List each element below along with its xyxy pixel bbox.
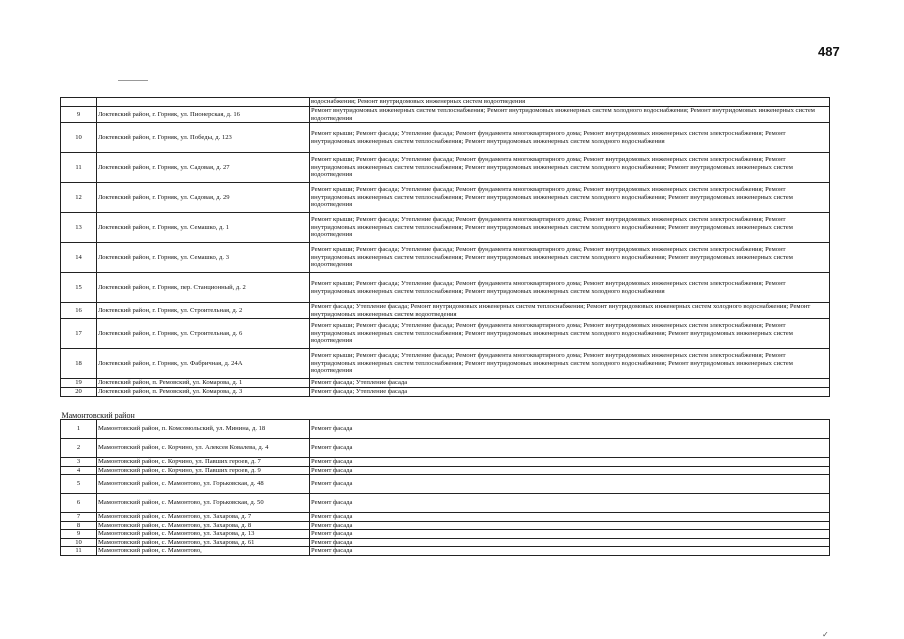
row-address: Локтевский район, г. Горняк, ул. Строительная, д. 6 <box>97 319 310 349</box>
row-works: Ремонт крыши; Ремонт фасада; Утепление фасада; Ремонт фундамента многоквартирного дома; Ремонт внутридомовых инженерных систем электроснабжения; Ремонт внутридомовых инженерных систем теплоснабжения; Ремонт внутридомовых инженерных систем холодного водоснабжения <box>310 123 830 153</box>
table-row <box>61 123 830 153</box>
table-row <box>61 530 830 539</box>
row-address: Мамонтовский район, с. Мамонтово, ул. Горьковская, д. 50 <box>97 494 310 513</box>
row-number: 16 <box>61 303 97 319</box>
row-number: 15 <box>61 273 97 303</box>
table-row <box>61 420 830 439</box>
row-address: Локтевский район, п. Ремовский, ул. Комарова, д. 3 <box>97 388 310 397</box>
row-works: Ремонт крыши; Ремонт фасада; Утепление фасада; Ремонт фундамента многоквартирного дома; Ремонт внутридомовых инженерных систем электроснабжения; Ремонт внутридомовых инженерных систем теплоснабжения; Ремонт внутридомовых инженерных систем холодного водоснабжения; Ремонт внутридомовых инженерных систем водоотведения <box>310 243 830 273</box>
row-works: Ремонт крыши; Ремонт фасада; Утепление фасада; Ремонт фундамента многоквартирного дома; Ремонт внутридомовых инженерных систем электроснабжения; Ремонт внутридомовых инженерных систем теплоснабжения; Ремонт внутридомовых инженерных систем холодного водоснабжения; Ремонт внутридомовых инженерных систем водоотведения <box>310 183 830 213</box>
row-number: 5 <box>61 475 97 494</box>
row-works: Ремонт фасада <box>310 494 830 513</box>
row-works: Ремонт крыши; Ремонт фасада; Утепление фасада; Ремонт фундамента многоквартирного дома; Ремонт внутридомовых инженерных систем электроснабжения; Ремонт внутридомовых инженерных систем теплоснабжения; Ремонт внутридомовых инженерных систем холодного водоснабжения <box>310 273 830 303</box>
table-row <box>61 183 830 213</box>
row-works: Ремонт крыши; Ремонт фасада; Утепление фасада; Ремонт фундамента многоквартирного дома; Ремонт внутридомовых инженерных систем электроснабжения; Ремонт внутридомовых инженерных систем теплоснабжения; Ремонт внутридомовых инженерных систем холодного водоснабжения; Ремонт внутридомовых инженерных систем водоотведения <box>310 349 830 379</box>
row-works: Ремонт фасада; Утепление фасада <box>310 379 830 388</box>
table-row <box>61 349 830 379</box>
row-number: 10 <box>61 538 97 547</box>
row-works: Ремонт фасада <box>310 521 830 530</box>
table-row <box>61 466 830 475</box>
row-number: 4 <box>61 466 97 475</box>
table-row <box>61 213 830 243</box>
row-works: Ремонт фасада <box>310 475 830 494</box>
row-address: Мамонтовский район, с. Мамонтово, ул. Захарова, д. 7 <box>97 513 310 522</box>
row-address: Локтевский район, г. Горняк, ул. Садовая, д. 27 <box>97 153 310 183</box>
page-number: 487 <box>818 44 840 59</box>
row-number: 7 <box>61 513 97 522</box>
row-number: 11 <box>61 153 97 183</box>
row-address: Мамонтовский район, с. Корчино, ул. Алексея Ковалева, д. 4 <box>97 439 310 458</box>
row-number <box>61 98 97 107</box>
row-address: Локтевский район, г. Горняк, пер. Станционный, д. 2 <box>97 273 310 303</box>
row-number: 10 <box>61 123 97 153</box>
table-row <box>61 98 830 107</box>
row-number: 9 <box>61 107 97 123</box>
row-number: 14 <box>61 243 97 273</box>
row-address: Локтевский район, г. Горняк, ул. Семашко, д. 1 <box>97 213 310 243</box>
row-address: Мамонтовский район, с. Мамонтово, ул. Захарова, д. 61 <box>97 538 310 547</box>
row-works: Ремонт фасада <box>310 439 830 458</box>
row-address: Локтевский район, г. Горняк, ул. Строительная, д. 2 <box>97 303 310 319</box>
table-row <box>61 388 830 397</box>
table-row <box>61 547 830 556</box>
row-address: Мамонтовский район, с. Корчино, ул. Павших героев, д. 9 <box>97 466 310 475</box>
table-row <box>61 475 830 494</box>
table-row <box>61 379 830 388</box>
row-number: 13 <box>61 213 97 243</box>
table-row <box>61 273 830 303</box>
row-number: 8 <box>61 521 97 530</box>
row-works: Ремонт фасада <box>310 458 830 467</box>
table-row <box>61 521 830 530</box>
row-works: Ремонт фасада; Утепление фасада <box>310 388 830 397</box>
row-address: Локтевский район, г. Горняк, ул. Фабричная, д. 24А <box>97 349 310 379</box>
table-row <box>61 494 830 513</box>
row-works: Ремонт крыши; Ремонт фасада; Утепление фасада; Ремонт фундамента многоквартирного дома; Ремонт внутридомовых инженерных систем электроснабжения; Ремонт внутридомовых инженерных систем теплоснабжения; Ремонт внутридомовых инженерных систем холодного водоснабжения; Ремонт внутридомовых инженерных систем водоотведения <box>310 213 830 243</box>
row-works: Ремонт фасада <box>310 420 830 439</box>
scan-mark <box>118 80 148 81</box>
row-number: 1 <box>61 420 97 439</box>
table-row <box>61 153 830 183</box>
row-number: 11 <box>61 547 97 556</box>
row-works: Ремонт фасада; Утепление фасада; Ремонт внутридомовых инженерных систем теплоснабжения; Ремонт внутридомовых инженерных систем холодного водоснабжения; Ремонт внутридомовых инженерных систем водоотведения <box>310 303 830 319</box>
row-works: Ремонт внутридомовых инженерных систем теплоснабжения; Ремонт внутридомовых инженерных систем холодного водоснабжения; Ремонт внутридомовых инженерных систем водоотведения <box>310 107 830 123</box>
row-address <box>97 98 310 107</box>
row-works: водоснабжения; Ремонт внутридомовых инженерных систем водоотведения <box>310 98 830 107</box>
row-address: Локтевский район, г. Горняк, ул. Семашко, д. 3 <box>97 243 310 273</box>
row-works: Ремонт фасада <box>310 547 830 556</box>
table-row <box>61 319 830 349</box>
row-number: 2 <box>61 439 97 458</box>
row-works: Ремонт фасада <box>310 530 830 539</box>
row-number: 17 <box>61 319 97 349</box>
row-address: Мамонтовский район, п. Комсомольский, ул. Минина, д. 18 <box>97 420 310 439</box>
row-number: 9 <box>61 530 97 539</box>
district-heading: Мамонтовский район <box>61 397 830 420</box>
row-address: Мамонтовский район, с. Мамонтово, ул. Захарова, д. 8 <box>97 521 310 530</box>
table-row <box>61 243 830 273</box>
table-row <box>61 303 830 319</box>
table-row <box>61 107 830 123</box>
table-row <box>61 458 830 467</box>
row-number: 20 <box>61 388 97 397</box>
section-row <box>61 397 830 420</box>
row-address: Локтевский район, г. Горняк, ул. Пионерская, д. 16 <box>97 107 310 123</box>
table-row <box>61 439 830 458</box>
row-works: Ремонт фасада <box>310 538 830 547</box>
row-number: 19 <box>61 379 97 388</box>
table-row <box>61 538 830 547</box>
row-address: Мамонтовский район, с. Мамонтово, ул. Захарова, д. 13 <box>97 530 310 539</box>
row-number: 6 <box>61 494 97 513</box>
row-number: 3 <box>61 458 97 467</box>
repair-program-table <box>60 97 830 556</box>
table-row <box>61 513 830 522</box>
row-number: 12 <box>61 183 97 213</box>
row-address: Мамонтовский район, с. Мамонтово, ул. Горьковская, д. 48 <box>97 475 310 494</box>
row-works: Ремонт фасада <box>310 466 830 475</box>
row-address: Локтевский район, г. Горняк, ул. Садовая, д. 29 <box>97 183 310 213</box>
row-address: Локтевский район, г. Горняк, ул. Победы, д. 123 <box>97 123 310 153</box>
row-works: Ремонт фасада <box>310 513 830 522</box>
scan-tick-mark: ✓ <box>822 630 829 639</box>
row-number: 18 <box>61 349 97 379</box>
row-address: Мамонтовский район, с. Корчино, ул. Павших героев, д. 7 <box>97 458 310 467</box>
row-address: Локтевский район, п. Ремовский, ул. Комарова, д. 1 <box>97 379 310 388</box>
row-address: Мамонтовский район, с. Мамонтово, <box>97 547 310 556</box>
row-works: Ремонт крыши; Ремонт фасада; Утепление фасада; Ремонт фундамента многоквартирного дома; Ремонт внутридомовых инженерных систем электроснабжения; Ремонт внутридомовых инженерных систем теплоснабжения; Ремонт внутридомовых инженерных систем холодного водоснабжения; Ремонт внутридомовых инженерных систем водоотведения <box>310 319 830 349</box>
row-works: Ремонт крыши; Ремонт фасада; Утепление фасада; Ремонт фундамента многоквартирного дома; Ремонт внутридомовых инженерных систем электроснабжения; Ремонт внутридомовых инженерных систем теплоснабжения; Ремонт внутридомовых инженерных систем холодного водоснабжения; Ремонт внутридомовых инженерных систем водоотведения <box>310 153 830 183</box>
